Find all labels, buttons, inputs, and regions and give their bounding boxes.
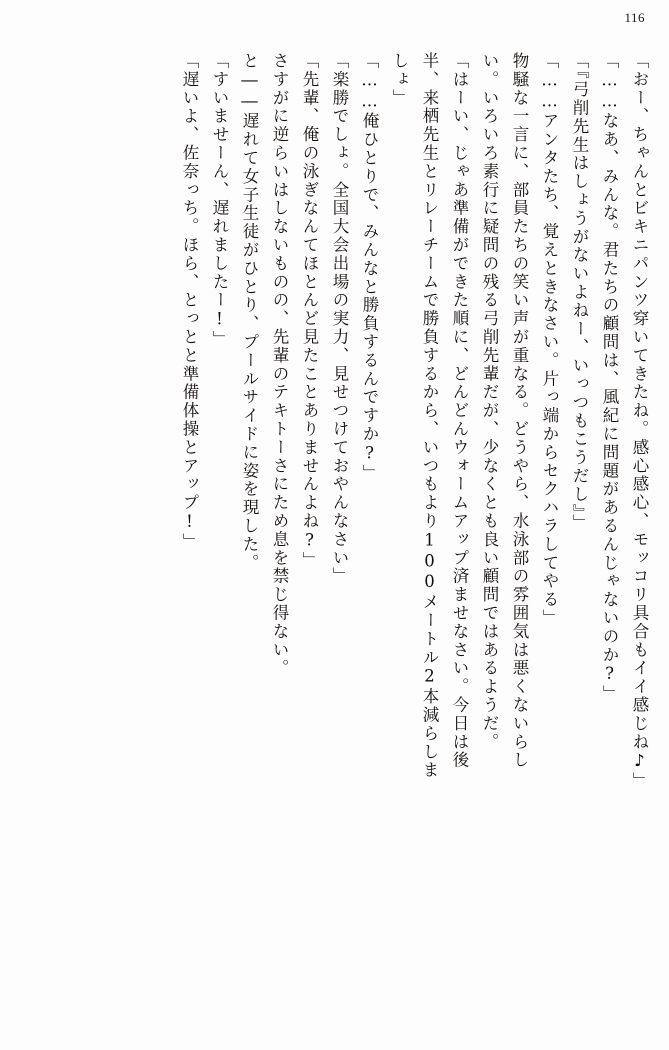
text-column: と――遅れて女子生徒がひとり、プールサイドに姿を現した。 [240,52,259,573]
text-column: 「……なあ、みんな。君たちの顧問は、風紀に問題があるんじゃないのか?」 [600,52,619,704]
page-number: 116 [624,10,645,25]
text-column: 「すいませーん、遅れましたー!」 [210,52,229,349]
text-column: 「楽勝でしょ。全国大会出場の実力、見せつけておやんなさい」 [330,52,349,586]
text-column: さすがに逆らいはしないものの、先輩のテキトーさにため息を禁じ得ない。 [270,52,289,678]
text-column: 「はーい、じゃあ準備ができた順に、どんどんウォームアップ済ませなさい。今日は後 [450,52,469,770]
text-column: 「先輩、俺の泳ぎなんてほとんど見たことありませんよね?」 [300,52,319,570]
text-column: 「『弓削先生はしょうがないよねー、いっつもこうだし』」 [570,52,589,533]
text-column: 「……アンタたち、覚えときなさい。片っ端からセクハラしてやる」 [540,52,559,628]
text-column: い。いろいろ素行に疑問の残る弓削先輩だが、少なくとも良い顧問ではあるようだ。 [480,52,499,752]
text-column: 半、来栖先生とリレーチームで勝負するから、いつもより100メートル2本減らしま [420,52,439,780]
text-column: 「おー、ちゃんとビキニパンツ穿いてきたね。感心感心、モッコリ具合もイイ感じね♪」 [630,52,649,791]
text-column: 「……俺ひとりで、みんなと勝負するんですか?」 [360,52,379,483]
text-column: 物騒な一言に、部員たちの笑い声が重なる。どうやら、水泳部の雰囲気は悪くないらし [510,52,529,770]
vertical-text-body [24,52,647,1008]
text-column: しょ」 [390,52,409,108]
text-column: 「遅いよ、佐奈っち。ほら、とっとと準備体操とアップ!」 [180,52,199,552]
